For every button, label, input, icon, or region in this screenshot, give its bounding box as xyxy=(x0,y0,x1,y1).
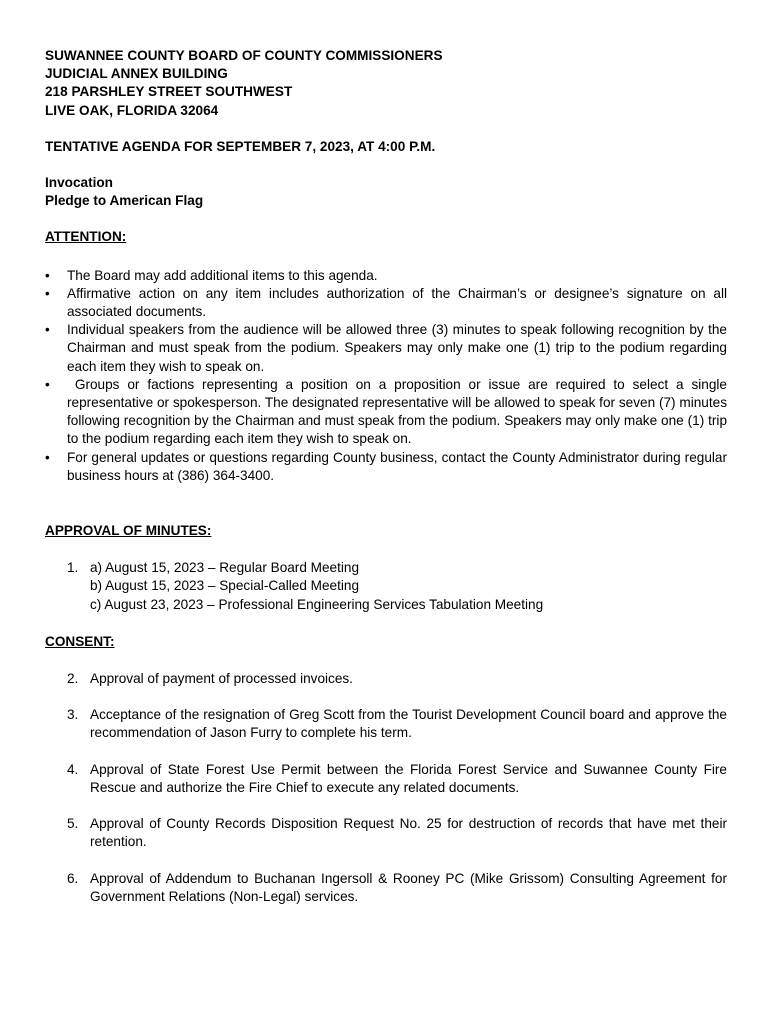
attention-item: • Affirmative action on any item includes authorization of the Chairman’s or designee’s signature on all associated documents. xyxy=(45,285,727,320)
board-name: SUWANNEE COUNTY BOARD OF COUNTY COMMISSIONERS xyxy=(45,48,443,63)
agenda-page xyxy=(45,47,731,906)
consent-heading: CONSENT: xyxy=(45,633,115,649)
bullet-icon: • xyxy=(45,322,50,338)
consent-item: 4. Approval of State Forest Use Permit between the Florida Forest Service and Suwannee County Fire Rescue and authorize the Fire Chief to execute any related documents. xyxy=(67,761,727,795)
item-number: 1. xyxy=(67,560,79,576)
attention-item: • The Board may add additional items to this agenda. xyxy=(45,267,727,285)
item-number: 5. xyxy=(67,816,79,832)
minutes-item xyxy=(45,559,727,614)
minutes-entry: c) August 23, 2023 – Professional Engineering Services Tabulation Meeting xyxy=(90,596,544,612)
item-number: 3. xyxy=(67,707,79,723)
attention-item: • For general updates or questions regarding County business, contact the County Administrator during regular business hours at (386) 364-3400. xyxy=(45,449,727,483)
attention-item: • Groups or factions representing a position on a proposition or issue are required to select a single representative or spokesperson. The designated representative will be allowed to speak for seven (7) minutes following recognition by the Chairman and must speak from the podium. Speakers may only make one (1) trip to the podium regarding each item they wish to speak on. xyxy=(45,376,731,447)
consent-item: 6. Approval of Addendum to Buchanan Ingersoll & Rooney PC (Mike Grissom) Consulting Agreement for Government Relations (Non-Legal) services. xyxy=(67,870,727,904)
attention-list xyxy=(45,267,731,485)
bullet-icon: • xyxy=(45,449,50,465)
invocation-line: Invocation xyxy=(45,175,113,191)
minutes-heading: APPROVAL OF MINUTES: xyxy=(45,523,212,539)
agenda-title: TENTATIVE AGENDA FOR SEPTEMBER 7, 2023, AT 4:00 P.M. xyxy=(45,138,436,154)
city-state-zip: LIVE OAK, FLORIDA 32064 xyxy=(45,102,219,118)
attention-heading: ATTENTION: xyxy=(45,229,127,245)
opening-section xyxy=(45,174,727,210)
consent-list xyxy=(45,670,727,906)
item-number: 2. xyxy=(67,671,79,687)
consent-item: 5. Approval of County Records Disposition Request No. 25 for destruction of records that have met their retention. xyxy=(67,816,727,850)
consent-item: 2. Approval of payment of processed invoices. xyxy=(45,670,727,688)
item-number: 4. xyxy=(67,761,79,777)
minutes-list xyxy=(45,559,727,614)
minutes-entry: b) August 15, 2023 – Special-Called Meeting xyxy=(90,578,360,594)
bullet-icon: • xyxy=(45,267,50,283)
attention-item: • Individual speakers from the audience will be allowed three (3) minutes to speak following recognition by the Chairman and must speak from the podium. Speakers may only make one (1) trip to the podium regarding each item they wish to speak on. xyxy=(45,322,727,374)
bullet-icon: • xyxy=(45,285,50,301)
letterhead xyxy=(45,47,727,120)
minutes-entry: a) August 15, 2023 – Regular Board Meeting xyxy=(90,560,360,576)
item-number: 6. xyxy=(67,870,79,886)
bullet-icon: • xyxy=(45,376,50,392)
street-address: 218 PARSHLEY STREET SOUTHWEST xyxy=(45,84,293,100)
building-name: JUDICIAL ANNEX BUILDING xyxy=(45,66,228,82)
pledge-line: Pledge to American Flag xyxy=(45,193,204,209)
consent-item: 3. Acceptance of the resignation of Greg Scott from the Tourist Development Council board and approve the recommendation of Jason Furry to complete his term. xyxy=(67,707,727,741)
